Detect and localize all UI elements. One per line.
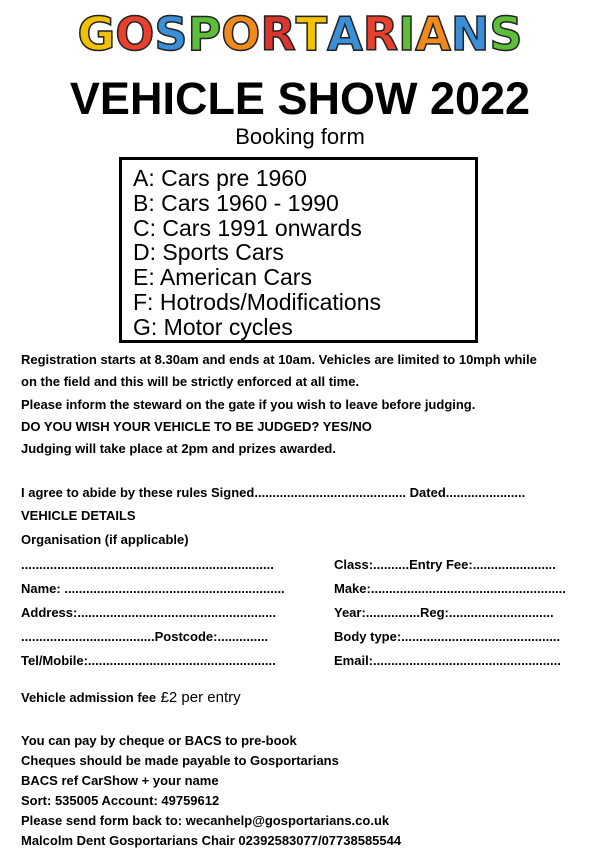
class-item: D: Sports Cars <box>133 239 284 266</box>
brand-letter: R <box>260 7 296 61</box>
admission-fee-value: £2 per entry <box>160 689 241 706</box>
brand-logo <box>0 4 600 64</box>
name-field: Name: ............................................................. <box>21 581 285 596</box>
body-type-field: Body type:............................................ <box>334 629 561 644</box>
rules-line: Please inform the steward on the gate if you wish to leave before judging. <box>21 397 476 412</box>
brand-letter: R <box>362 7 399 61</box>
email-field: Email:.................................................... <box>334 653 561 668</box>
brand-letter: A <box>327 7 363 61</box>
brand-letter: I <box>398 7 416 61</box>
brand-letter: S <box>489 7 523 61</box>
contact-email-line: Please send form back to: wecanhelp@gosportarians.co.uk <box>21 813 390 828</box>
brand-letter: T <box>295 7 328 61</box>
page-title: VEHICLE SHOW 2022 <box>69 73 531 124</box>
rules-line: on the field and this will be strictly enforced at all time. <box>21 374 360 389</box>
class-item: C: Cars 1991 onwards <box>133 214 362 241</box>
vehicle-classes-box <box>119 157 478 343</box>
page-subtitle: Booking form <box>235 124 365 149</box>
brand-letter: G <box>77 7 116 61</box>
class-item: G: Motor cycles <box>133 313 293 340</box>
brand-letter: O <box>221 7 261 61</box>
rules-line: Judging will take place at 2pm and prizes awarded. <box>21 441 336 456</box>
class-item: F: Hotrods/Modifications <box>133 288 381 315</box>
postcode-field: .....................................Postcode:.............. <box>21 629 269 644</box>
rules-line: Registration starts at 8.30am and ends at 10am. Vehicles are limited to 10mph while <box>21 352 537 367</box>
year-reg-field: Year:...............Reg:............................. <box>334 605 554 620</box>
organisation-field: ...................................................................... <box>21 557 274 572</box>
admission-fee-label: Vehicle admission fee <box>21 690 157 705</box>
payment-line: BACS ref CarShow + your name <box>21 773 219 788</box>
tel-field: Tel/Mobile:.................................................... <box>21 653 276 668</box>
judging-question: DO YOU WISH YOUR VEHICLE TO BE JUDGED? YES/NO <box>21 419 372 434</box>
class-item: A: Cars pre 1960 <box>133 165 307 191</box>
payment-line: You can pay by cheque or BACS to pre-book <box>21 733 297 748</box>
class-fee-field: Class:..........Entry Fee:....................... <box>334 557 556 572</box>
organisation-label: Organisation (if applicable) <box>21 532 189 547</box>
make-field: Make:...................................................... <box>334 581 566 596</box>
agreement-line: I agree to abide by these rules Signed.......................................... Dated...................... <box>21 485 526 500</box>
address-field: Address:....................................................... <box>21 605 276 620</box>
contact-person-line: Malcolm Dent Gosportarians Chair 02392583077/07738585544 <box>21 833 402 848</box>
bank-details: Sort: 535005 Account: 49759612 <box>21 793 220 808</box>
vehicle-details-heading: VEHICLE DETAILS <box>21 508 136 523</box>
brand-letter: P <box>187 7 222 61</box>
brand-letter: N <box>450 7 490 61</box>
class-item: B: Cars 1960 - 1990 <box>133 189 339 216</box>
brand-letter: S <box>154 7 188 61</box>
brand-letter: O <box>115 7 155 61</box>
class-item: E: American Cars <box>133 264 312 291</box>
admission-fee <box>21 689 241 707</box>
brand-letter: A <box>415 7 451 61</box>
payment-line: Cheques should be made payable to Gosportarians <box>21 753 339 768</box>
